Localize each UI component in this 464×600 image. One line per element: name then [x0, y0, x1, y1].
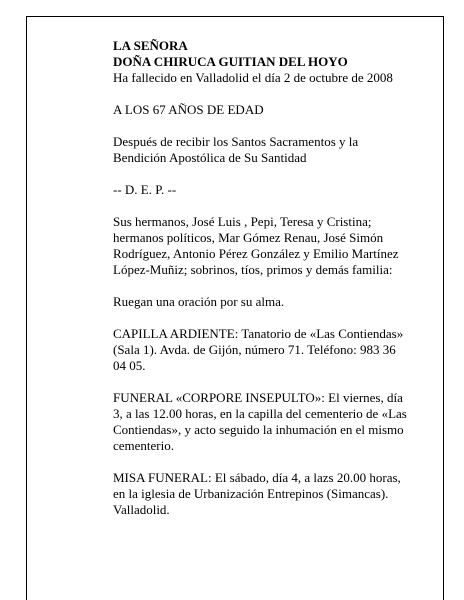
- heading-title: LA SEÑORA: [113, 38, 188, 53]
- notice-header: [113, 38, 438, 86]
- age-text: A LOS 67 AÑOS DE EDAD: [113, 102, 264, 117]
- family-line: Rodríguez, Antonio Pérez González y Emilio Martínez: [113, 246, 399, 261]
- capilla-line: 04 05.: [113, 358, 146, 373]
- funeral-line: 3, a las 12.00 horas, en la capilla del cementerio de «Las: [113, 406, 407, 421]
- sacraments-line: Bendición Apostólica de Su Santidad: [113, 150, 307, 165]
- misa-line: en la iglesia de Urbanización Entrepinos (Simancas).: [113, 486, 389, 501]
- age-line: [113, 102, 438, 118]
- sacraments-paragraph: [113, 134, 438, 166]
- misa-paragraph: [113, 470, 438, 518]
- frame-left-border: [26, 16, 27, 600]
- death-info: Ha fallecido en Valladolid el día 2 de octubre de 2008: [113, 70, 393, 85]
- dep-line: [113, 182, 438, 198]
- frame-top-border: [26, 16, 444, 17]
- misa-line: MISA FUNERAL: El sábado, día 4, a lazs 20.00 horas,: [113, 470, 401, 485]
- family-line: Sus hermanos, José Luis , Pepi, Teresa y Cristina;: [113, 214, 372, 229]
- funeral-line: cementerio.: [113, 438, 174, 453]
- family-line: hermanos políticos, Mar Gómez Renau, José Simón: [113, 230, 384, 245]
- capilla-paragraph: [113, 326, 438, 374]
- funeral-line: Contiendas», y acto seguido la inhumación en el mismo: [113, 422, 404, 437]
- obituary-notice: [113, 38, 438, 534]
- misa-line: Valladolid.: [113, 502, 170, 517]
- prayer-line: [113, 294, 438, 310]
- funeral-line: FUNERAL «CORPORE INSEPULTO»: El viernes, día: [113, 390, 403, 405]
- family-line: López-Muñiz; sobrinos, tíos, primos y demás familia:: [113, 262, 393, 277]
- dep-text: -- D. E. P. --: [113, 182, 177, 197]
- prayer-text: Ruegan una oración por su alma.: [113, 294, 285, 309]
- deceased-name: DOÑA CHIRUCA GUITIAN DEL HOYO: [113, 54, 348, 69]
- capilla-line: (Sala 1). Avda. de Gijón, número 71. Teléfono: 983 36: [113, 342, 396, 357]
- frame-right-border: [443, 16, 444, 600]
- family-paragraph: [113, 214, 438, 278]
- capilla-line: CAPILLA ARDIENTE: Tanatorio de «Las Contiendas»: [113, 326, 404, 341]
- sacraments-line: Después de recibir los Santos Sacramentos y la: [113, 134, 359, 149]
- funeral-paragraph: [113, 390, 438, 454]
